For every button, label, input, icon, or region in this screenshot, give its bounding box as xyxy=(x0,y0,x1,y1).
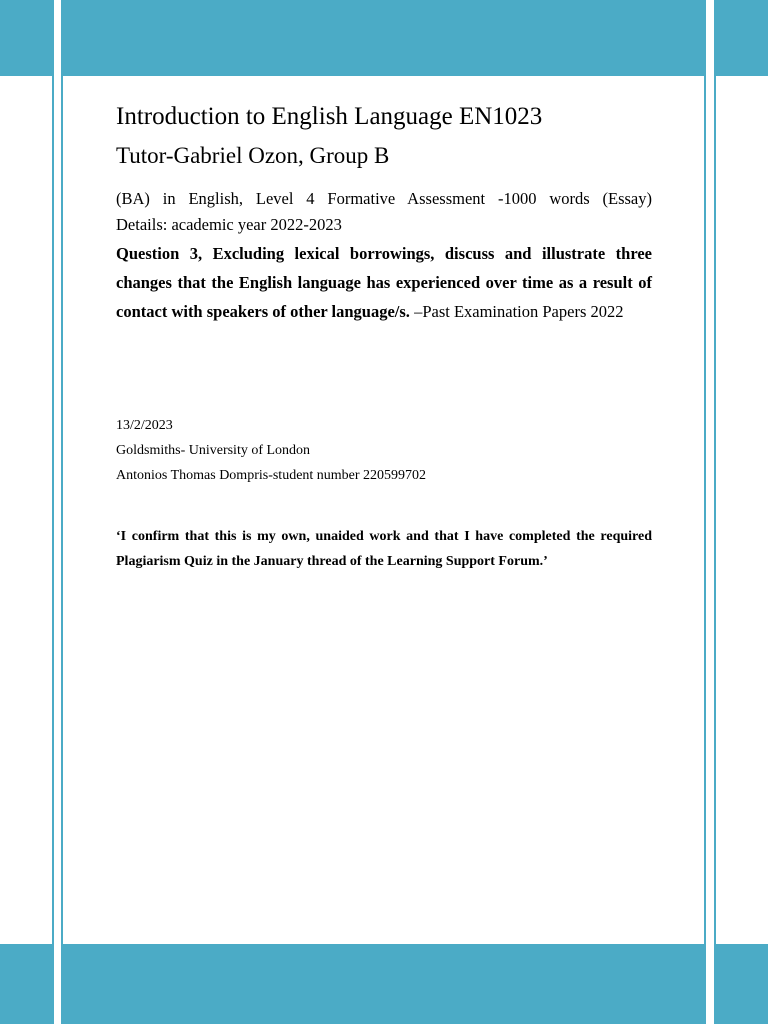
student-line: Antonios Thomas Dompris-student number 220599702 xyxy=(116,468,427,483)
border-rule-inner-left xyxy=(61,0,63,1024)
essay-question xyxy=(116,239,652,326)
question-text: Question 3, Excluding lexical borrowings, discuss and illustrate three changes that the English language has experienced over time as a result of contact with speakers of other language/s. xyxy=(116,244,652,321)
institution-name: Goldsmiths- University of London xyxy=(116,443,311,458)
cover-header xyxy=(116,100,652,326)
tutor-line: Tutor-Gabriel Ozon, Group B xyxy=(116,143,390,168)
header-band xyxy=(63,0,704,76)
question-source: –Past Examination Papers 2022 xyxy=(409,302,624,321)
details-line: Details: academic year 2022-2023 xyxy=(116,215,342,234)
submission-info xyxy=(116,413,652,488)
document-title: Introduction to English Language EN1023 xyxy=(116,103,543,130)
course-line: (BA) in English, Level 4 Formative Assessment -1000 words (Essay) xyxy=(116,189,652,208)
header-band-right xyxy=(716,0,768,76)
plagiarism-declaration: ‘I confirm that this is my own, unaided work and that I have completed the required Plagiarism Quiz in the January thread of the Learning Support Forum.’ xyxy=(116,529,652,569)
footer-band xyxy=(63,944,704,1024)
footer-band-right xyxy=(716,944,768,1024)
border-rule-left xyxy=(52,0,54,1024)
border-rule-inner-right xyxy=(704,0,706,1024)
border-rule-right xyxy=(714,0,716,1024)
submission-date: 13/2/2023 xyxy=(116,418,173,433)
footer-band-left xyxy=(0,944,52,1024)
header-band-left xyxy=(0,0,52,76)
